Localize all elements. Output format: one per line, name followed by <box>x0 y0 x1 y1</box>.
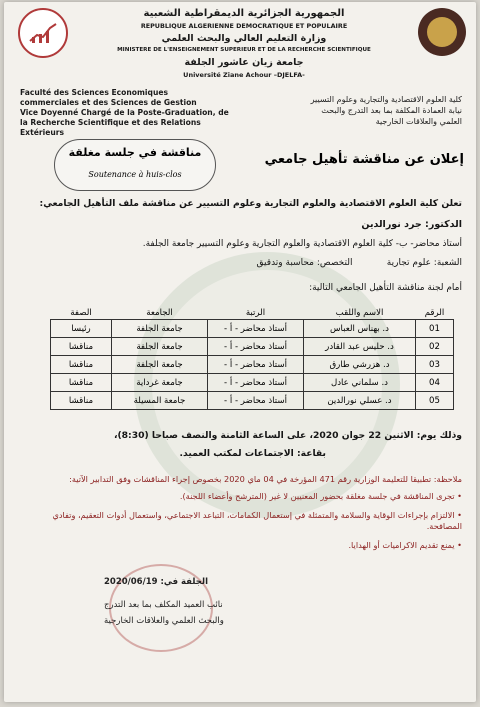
faculty-fr-line: commerciales et des Sciences de Gestion <box>20 98 197 107</box>
announcement-title: إعلان عن مناقشة تأهيل جامعي <box>264 152 464 167</box>
candidate-branch: الشعبة: علوم تجارية التخصص: محاسبة وتدقيق <box>256 258 462 268</box>
faculty-ar-line: نيابة العمادة المكلفة بما بعد التدرج والبحث <box>321 106 462 115</box>
faculty-fr-block <box>20 88 230 138</box>
faculty-ar-block <box>262 94 462 127</box>
cell-role: مناقشا <box>51 374 112 392</box>
university-ar: جامعة زيان عاشور الجلفة <box>184 57 304 68</box>
cell-role: مناقشا <box>51 392 112 410</box>
signature-line2: والبحث العلمي والعلاقات الخارجية <box>104 616 224 626</box>
closed-session-cloud <box>54 139 216 191</box>
cell-name: د. عسلي نورالدين <box>304 392 416 410</box>
faculty-ar-line: العلمي والعلاقات الخارجية <box>375 117 462 126</box>
table-row <box>51 338 454 356</box>
ministry-ar: وزارة التعليم العالي والبحث العلمي <box>161 33 327 44</box>
closed-session-fr: Soutenance à huis-clos <box>88 170 182 179</box>
col-header-role: الصفة <box>51 306 112 320</box>
closed-session-ar: مناقشة في جلسة مغلقة <box>68 146 202 159</box>
cell-university: جامعة الجلفة <box>112 356 208 374</box>
cell-rank: أستاذ محاضر - أ - <box>208 356 304 374</box>
notes-block <box>22 474 462 551</box>
document-page <box>4 2 476 702</box>
ministry-fr: MINISTERE DE L'ENSEIGNEMENT SUPERIEUR ET DE LA RECHERCHE SCIENTIFIQUE <box>117 47 371 53</box>
faculty-fr-line: Faculté des Sciences Economiques <box>20 88 169 97</box>
col-header-name: الاسم واللقب <box>304 306 416 320</box>
cell-name: د. حليس عبد القادر <box>304 338 416 356</box>
cell-university: جامعة الجلفة <box>112 338 208 356</box>
candidate-rank: أستاذ محاضر- ب- كلية العلوم الاقتصادية والعلوم التجارية وعلوم التسيير جامعة الجلفة. <box>142 239 462 249</box>
note-item: • الالتزام بإجراءات الوقاية والسلامة والمتمثلة في إستعمال الكمامات، التباعد الاجتماعي، واستعمال أدوات التعقيم، وتفادي المصافحة. <box>52 510 462 531</box>
table-row <box>51 392 454 410</box>
faculty-logo <box>18 8 68 58</box>
faculty-ar-line: كلية العلوم الاقتصادية والتجارية وعلوم التسيير <box>310 95 462 104</box>
cell-university: جامعة الجلفة <box>112 320 208 338</box>
table-row <box>51 320 454 338</box>
faculty-fr-line: Extérieurs <box>20 128 65 137</box>
signature-date: الجلفة في: 2020/06/19 <box>104 577 208 587</box>
republic-fr: REPUBLIQUE ALGERIENNE DEMOCRATIQUE ET POPULAIRE <box>140 22 348 30</box>
university-logo <box>418 8 466 56</box>
cell-number: 03 <box>416 356 454 374</box>
defense-place: بقاعة: الاجتماعات لمكتب العميد. <box>179 448 326 459</box>
table-row <box>51 356 454 374</box>
committee-intro: أمام لجنة مناقشة التأهيل الجامعي التالية: <box>309 283 462 293</box>
defense-date: وذلك يوم: الاثنين 22 جوان 2020، على الساعة الثامنة والنصف صباحا (8:30)، <box>113 430 462 441</box>
university-fr: Université Ziane Achour –DJELFA- <box>183 71 305 79</box>
republic-ar: الجمهورية الجزائرية الديمقراطية الشعبية <box>143 8 345 19</box>
table-header-row <box>51 306 454 320</box>
col-header-number: الرقم <box>416 306 454 320</box>
cell-number: 04 <box>416 374 454 392</box>
signature-line1: نائب العميد المكلف بما بعد التدرج <box>104 600 223 610</box>
cell-university: جامعة المسيلة <box>112 392 208 410</box>
col-header-university: الجامعة <box>112 306 208 320</box>
col-header-rank: الرتبة <box>208 306 304 320</box>
faculty-fr-line: Vice Doyenné Chargé de la Poste-Graduation, de <box>20 108 229 117</box>
table-row <box>51 374 454 392</box>
notes-header: ملاحظة: تطبيقا للتعليمة الوزارية رقم 471 المؤرخة في 04 ماي 2020 بخصوص إجراء المناقشات وفق التدابير الآتية: <box>69 474 462 484</box>
cell-rank: أستاذ محاضر - أ - <box>208 320 304 338</box>
cell-name: د. بهناس العباس <box>304 320 416 338</box>
cell-number: 01 <box>416 320 454 338</box>
note-item: • يمنع تقديم الاكراميات أو الهدايا. <box>348 540 462 550</box>
cell-number: 05 <box>416 392 454 410</box>
cell-role: رئيسا <box>51 320 112 338</box>
cell-rank: أستاذ محاضر - أ - <box>208 338 304 356</box>
cell-name: د. هزرشي طارق <box>304 356 416 374</box>
cell-number: 02 <box>416 338 454 356</box>
cell-rank: أستاذ محاضر - أ - <box>208 392 304 410</box>
cell-name: د. سلماني عادل <box>304 374 416 392</box>
faculty-fr-line: la Recherche Scientifique et des Relations <box>20 118 201 127</box>
intro-text: تعلن كلية العلوم الاقتصادية والعلوم التجارية وعلوم التسيير عن مناقشة ملف التأهيل الجامعي: <box>39 198 462 209</box>
cell-role: مناقشا <box>51 356 112 374</box>
note-item: • تجرى المناقشة في جلسة مغلقة بحضور المعنيين لا غير (المترشح وأعضاء اللجنة). <box>179 491 462 501</box>
cell-role: مناقشا <box>51 338 112 356</box>
candidate-name: الدكتور: جرد نورالدين <box>361 219 462 230</box>
cell-university: جامعة غرداية <box>112 374 208 392</box>
cell-rank: أستاذ محاضر - أ - <box>208 374 304 392</box>
committee-table <box>50 306 454 410</box>
